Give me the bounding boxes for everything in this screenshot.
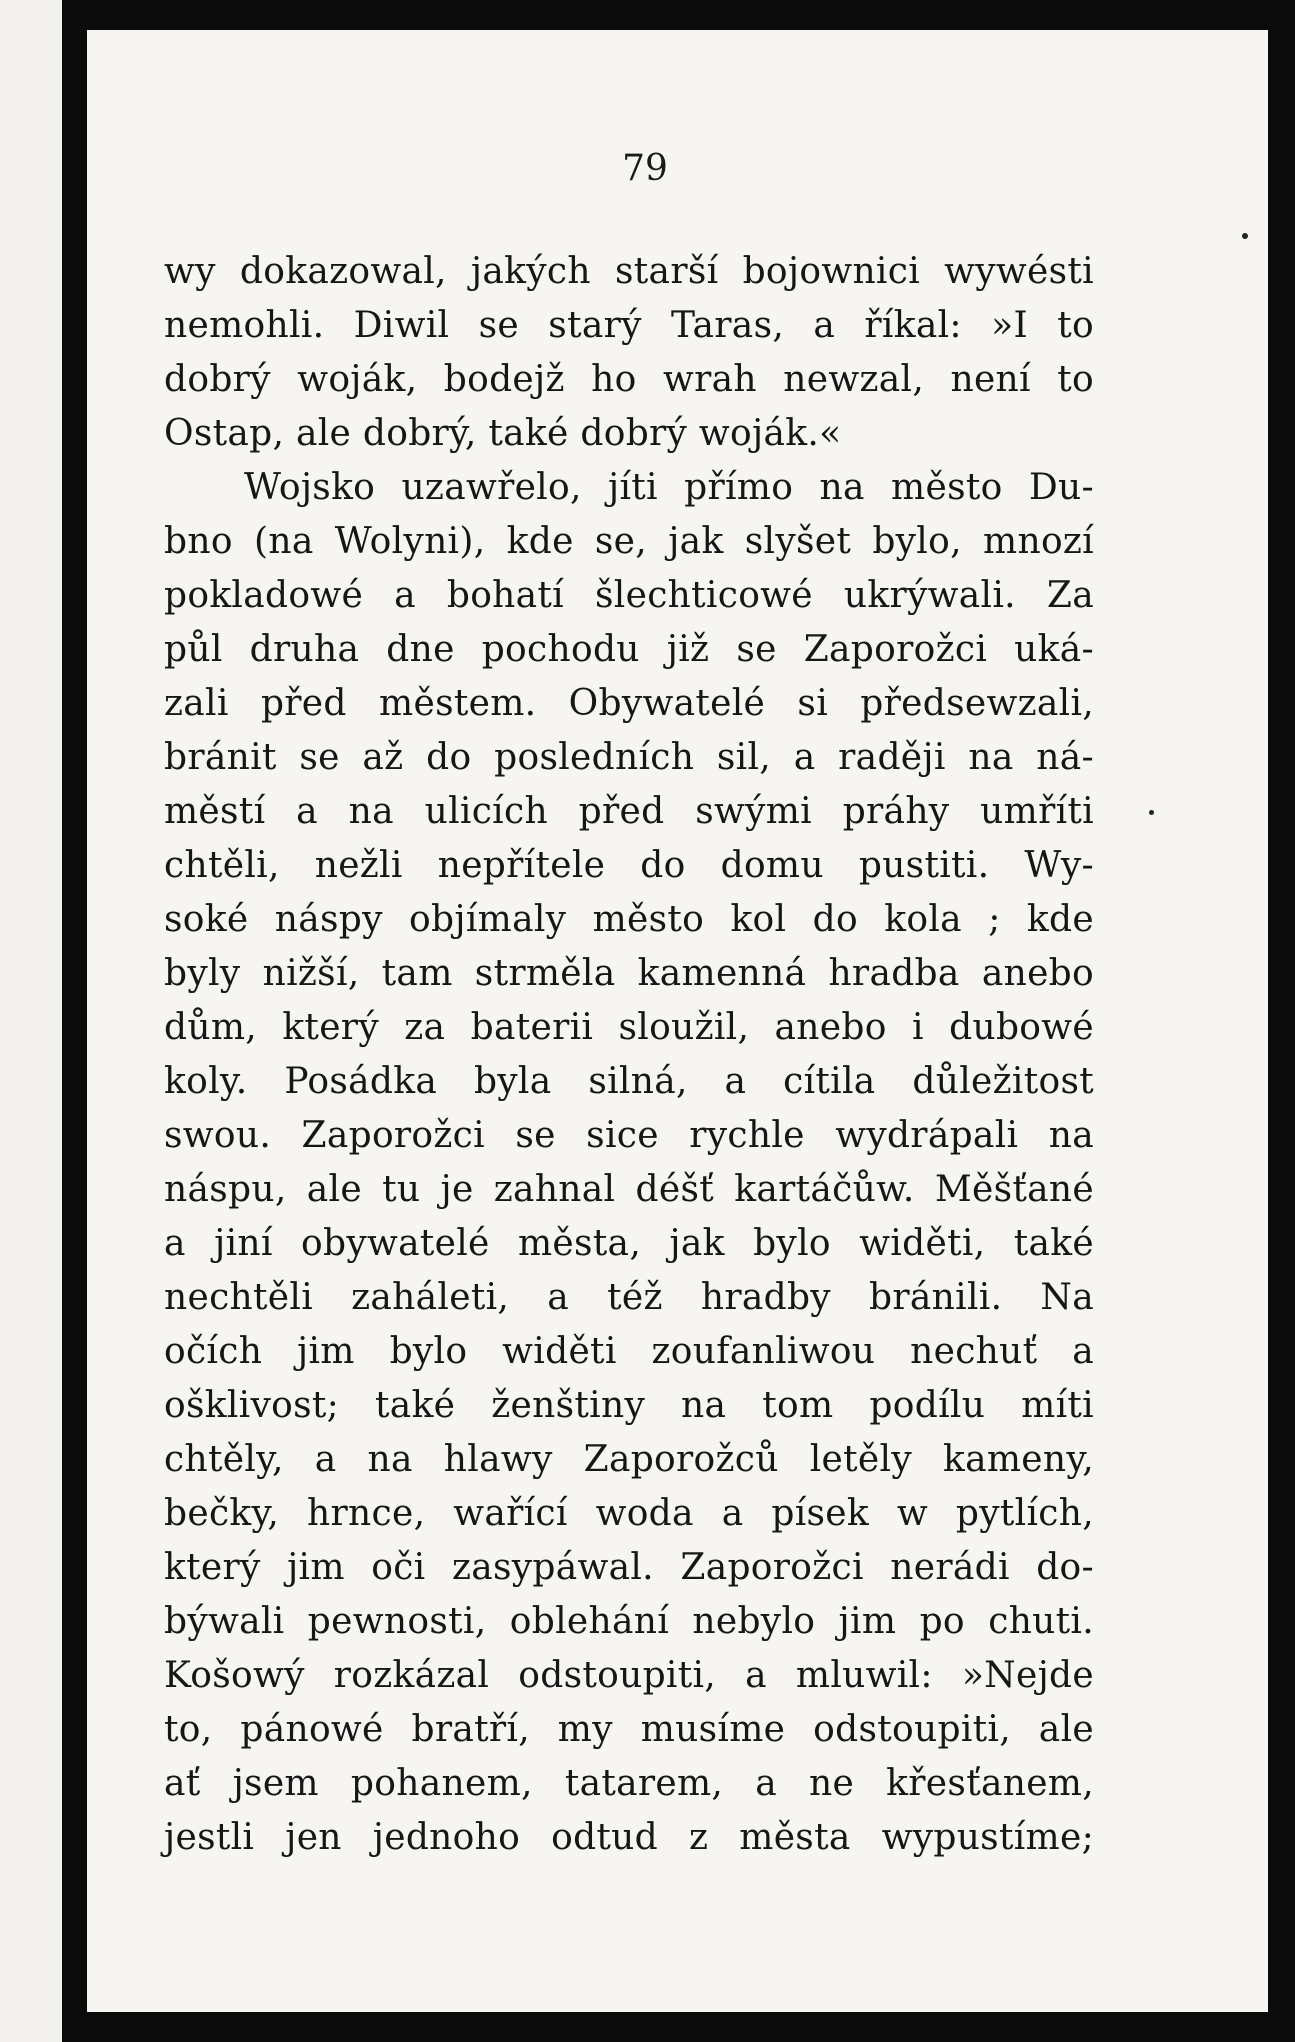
text-line: náspu, ale tu je zahnal déšť kartáčůw. Měšťané (164, 1169, 1094, 1210)
ink-speck (1149, 810, 1154, 815)
text-line: chtěly, a na hlawy Zaporožců letěly kameny, (164, 1439, 1094, 1480)
text-line: očích jim bylo widěti zoufanliwou nechuť a (164, 1331, 1094, 1372)
text-line: bránit se až do posledních sil, a raději na ná- (164, 737, 1094, 778)
text-line: byly nižší, tam strměla kamenná hradba anebo (164, 953, 1094, 994)
text-line: Ostap, ale dobrý, také dobrý woják.« (164, 413, 842, 454)
text-line: bno (na Wolyni), kde se, jak slyšet bylo, mnozí (164, 521, 1094, 562)
page-number: 79 (622, 148, 668, 189)
text-line: zali před městem. Obywatelé si předsewzali, (164, 683, 1094, 724)
text-line: ať jsem pohanem, tatarem, a ne křesťanem, (164, 1763, 1094, 1804)
text-line: nemohli. Diwil se starý Taras, a říkal: »I to (164, 305, 1094, 346)
text-line: to, pánowé bratří, my musíme odstoupiti, ale (164, 1709, 1094, 1750)
text-line: chtěli, nežli nepřítele do domu pustiti. Wy- (164, 845, 1094, 886)
text-line: wy dokazowal, jakých starší bojownici wywésti (164, 251, 1094, 292)
text-line: býwali pewnosti, oblehání nebylo jim po chuti. (164, 1601, 1094, 1642)
text-line: a jiní obywatelé města, jak bylo widěti, také (164, 1223, 1094, 1264)
text-line: pokladowé a bohatí šlechticowé ukrýwali. Za (164, 575, 1094, 616)
body-text (164, 245, 1094, 1865)
ink-speck (1242, 233, 1248, 239)
text-line: bečky, hrnce, wařící woda a písek w pytlích, (164, 1493, 1094, 1534)
left-page-edge (0, 0, 62, 2042)
text-line: jestli jen jednoho odtud z města wypustíme; (164, 1817, 1094, 1858)
text-line: nechtěli zaháleti, a též hradby bránili. Na (164, 1277, 1094, 1318)
text-line: který jim oči zasypáwal. Zaporožci nerádi do- (164, 1547, 1094, 1588)
text-line: Wojsko uzawřelo, jíti přímo na město Du- (244, 467, 1094, 508)
text-line: dobrý woják, bodejž ho wrah newzal, není to (164, 359, 1094, 400)
text-line: Košowý rozkázal odstoupiti, a mluwil: »Nejde (164, 1655, 1094, 1696)
text-line: soké náspy objímaly město kol do kola ; kde (164, 899, 1094, 940)
text-line: půl druha dne pochodu již se Zaporožci uká- (164, 629, 1094, 670)
text-line: koly. Posádka byla silná, a cítila důležitost (164, 1061, 1094, 1102)
text-line: ošklivost; také ženštiny na tom podílu míti (164, 1385, 1094, 1426)
text-line: dům, který za baterii sloužil, anebo i dubowé (164, 1007, 1094, 1048)
text-line: městí a na ulicích před swými práhy umříti (164, 791, 1094, 832)
text-line: swou. Zaporožci se sice rychle wydrápali na (164, 1115, 1094, 1156)
